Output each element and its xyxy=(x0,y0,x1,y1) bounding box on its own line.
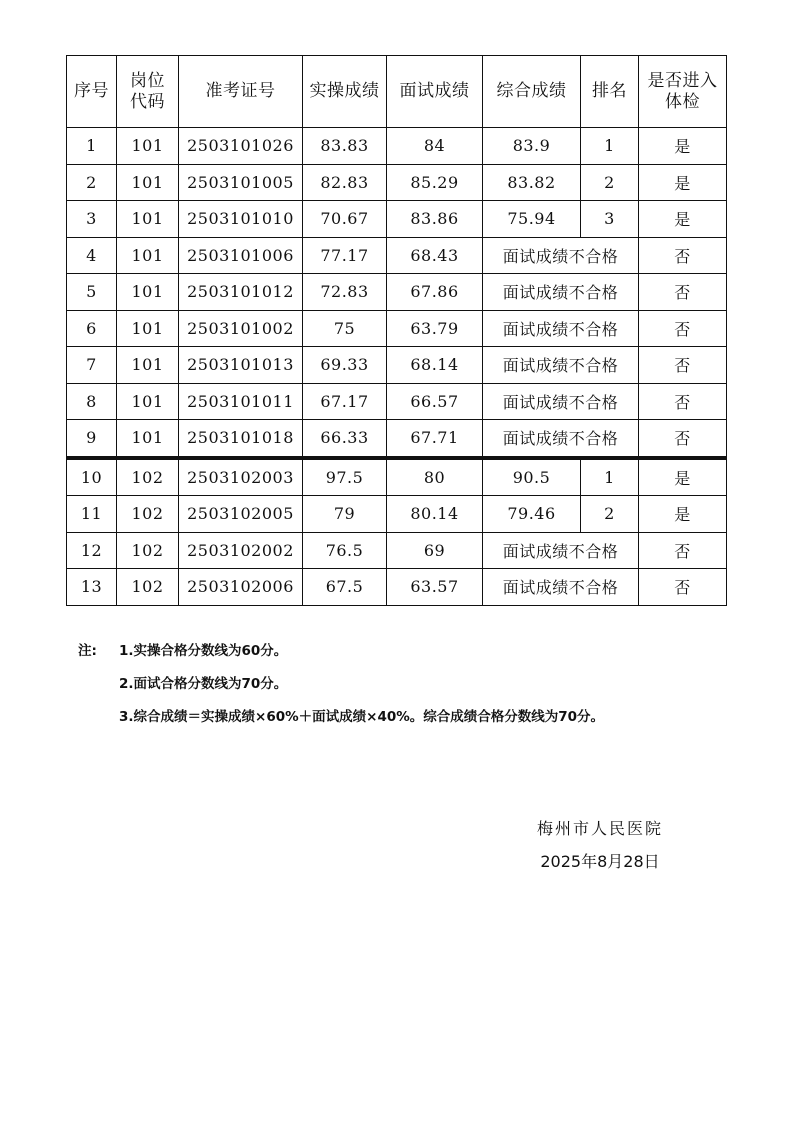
cell-practical: 66.33 xyxy=(303,420,387,458)
cell-interview: 66.57 xyxy=(387,383,483,420)
header-ticket-no: 准考证号 xyxy=(179,56,303,128)
cell-practical: 79 xyxy=(303,496,387,533)
cell-serial: 11 xyxy=(67,496,117,533)
note-line xyxy=(78,706,728,739)
table-row xyxy=(67,237,727,274)
cell-serial: 3 xyxy=(67,201,117,238)
cell-physical-exam: 是 xyxy=(639,201,727,238)
cell-interview: 67.86 xyxy=(387,274,483,311)
cell-serial: 2 xyxy=(67,164,117,201)
table-row xyxy=(67,347,727,384)
table-row xyxy=(67,201,727,238)
cell-post-code: 101 xyxy=(117,420,179,458)
cell-rank: 1 xyxy=(581,458,639,496)
cell-practical: 70.67 xyxy=(303,201,387,238)
cell-physical-exam: 否 xyxy=(639,274,727,311)
cell-rank: 3 xyxy=(581,201,639,238)
cell-physical-exam: 否 xyxy=(639,383,727,420)
header-composite: 综合成绩 xyxy=(483,56,581,128)
cell-composite-fail: 面试成绩不合格 xyxy=(483,237,639,274)
signature-date: 2025年8月28日 xyxy=(540,852,660,871)
cell-physical-exam: 否 xyxy=(639,569,727,606)
notes-section xyxy=(78,640,728,739)
cell-practical: 75 xyxy=(303,310,387,347)
cell-interview: 84 xyxy=(387,128,483,165)
cell-physical-exam: 否 xyxy=(639,310,727,347)
score-table xyxy=(66,55,727,606)
cell-composite: 79.46 xyxy=(483,496,581,533)
cell-ticket-no: 2503101010 xyxy=(179,201,303,238)
header-physical-exam-text: 是否进入体检 xyxy=(647,70,718,112)
cell-serial: 12 xyxy=(67,532,117,569)
cell-practical: 69.33 xyxy=(303,347,387,384)
table-row xyxy=(67,164,727,201)
table-row xyxy=(67,128,727,165)
cell-interview: 85.29 xyxy=(387,164,483,201)
header-interview: 面试成绩 xyxy=(387,56,483,128)
cell-composite-fail: 面试成绩不合格 xyxy=(483,274,639,311)
cell-physical-exam: 是 xyxy=(639,458,727,496)
cell-practical: 97.5 xyxy=(303,458,387,496)
note-composite-formula: 3.综合成绩＝实操成绩×60%＋面试成绩×40%。综合成绩合格分数线为70分。 xyxy=(119,709,605,725)
cell-interview: 68.14 xyxy=(387,347,483,384)
cell-interview: 67.71 xyxy=(387,420,483,458)
cell-post-code: 102 xyxy=(117,532,179,569)
cell-physical-exam: 否 xyxy=(639,347,727,384)
cell-interview: 68.43 xyxy=(387,237,483,274)
cell-ticket-no: 2503101002 xyxy=(179,310,303,347)
cell-serial: 6 xyxy=(67,310,117,347)
cell-composite-fail: 面试成绩不合格 xyxy=(483,347,639,384)
cell-ticket-no: 2503101026 xyxy=(179,128,303,165)
cell-composite-fail: 面试成绩不合格 xyxy=(483,310,639,347)
note-line xyxy=(78,673,728,706)
cell-rank: 1 xyxy=(581,128,639,165)
note-interview-threshold: 2.面试合格分数线为70分。 xyxy=(119,676,288,692)
cell-serial: 4 xyxy=(67,237,117,274)
cell-post-code: 102 xyxy=(117,496,179,533)
cell-ticket-no: 2503101006 xyxy=(179,237,303,274)
cell-composite: 83.82 xyxy=(483,164,581,201)
cell-practical: 67.17 xyxy=(303,383,387,420)
table-row xyxy=(67,310,727,347)
cell-post-code: 101 xyxy=(117,347,179,384)
cell-post-code: 102 xyxy=(117,569,179,606)
table-row xyxy=(67,383,727,420)
cell-ticket-no: 2503102003 xyxy=(179,458,303,496)
table-row xyxy=(67,458,727,496)
cell-interview: 80.14 xyxy=(387,496,483,533)
table-header-row xyxy=(67,56,727,128)
note-line xyxy=(78,640,728,673)
cell-interview: 69 xyxy=(387,532,483,569)
cell-ticket-no: 2503101011 xyxy=(179,383,303,420)
cell-ticket-no: 2503102002 xyxy=(179,532,303,569)
cell-physical-exam: 否 xyxy=(639,420,727,458)
cell-post-code: 101 xyxy=(117,383,179,420)
cell-practical: 82.83 xyxy=(303,164,387,201)
cell-composite: 90.5 xyxy=(483,458,581,496)
cell-composite: 83.9 xyxy=(483,128,581,165)
header-practical: 实操成绩 xyxy=(303,56,387,128)
cell-ticket-no: 2503101018 xyxy=(179,420,303,458)
cell-practical: 76.5 xyxy=(303,532,387,569)
cell-composite: 75.94 xyxy=(483,201,581,238)
cell-practical: 67.5 xyxy=(303,569,387,606)
cell-post-code: 101 xyxy=(117,274,179,311)
cell-composite-fail: 面试成绩不合格 xyxy=(483,569,639,606)
cell-post-code: 101 xyxy=(117,310,179,347)
cell-composite-fail: 面试成绩不合格 xyxy=(483,420,639,458)
cell-physical-exam: 否 xyxy=(639,237,727,274)
cell-serial: 8 xyxy=(67,383,117,420)
table-row xyxy=(67,532,727,569)
cell-rank: 2 xyxy=(581,496,639,533)
cell-ticket-no: 2503102006 xyxy=(179,569,303,606)
cell-interview: 80 xyxy=(387,458,483,496)
cell-ticket-no: 2503101005 xyxy=(179,164,303,201)
cell-post-code: 101 xyxy=(117,201,179,238)
header-post-code xyxy=(117,56,179,128)
cell-physical-exam: 是 xyxy=(639,496,727,533)
header-serial: 序号 xyxy=(67,56,117,128)
cell-ticket-no: 2503101013 xyxy=(179,347,303,384)
cell-serial: 10 xyxy=(67,458,117,496)
cell-post-code: 102 xyxy=(117,458,179,496)
table-row xyxy=(67,496,727,533)
cell-physical-exam: 否 xyxy=(639,532,727,569)
cell-rank: 2 xyxy=(581,164,639,201)
table-row xyxy=(67,420,727,458)
table-row xyxy=(67,274,727,311)
cell-composite-fail: 面试成绩不合格 xyxy=(483,532,639,569)
cell-serial: 9 xyxy=(67,420,117,458)
cell-interview: 63.79 xyxy=(387,310,483,347)
cell-serial: 7 xyxy=(67,347,117,384)
cell-serial: 5 xyxy=(67,274,117,311)
cell-serial: 13 xyxy=(67,569,117,606)
cell-practical: 83.83 xyxy=(303,128,387,165)
table-row xyxy=(67,569,727,606)
signature-block xyxy=(520,815,680,875)
cell-post-code: 101 xyxy=(117,237,179,274)
cell-composite-fail: 面试成绩不合格 xyxy=(483,383,639,420)
cell-interview: 63.57 xyxy=(387,569,483,606)
signature-organization: 梅州市人民医院 xyxy=(536,819,663,838)
note-practical-threshold: 1.实操合格分数线为60分。 xyxy=(119,643,288,659)
header-post-code-text: 岗位代码 xyxy=(129,70,165,112)
cell-ticket-no: 2503101012 xyxy=(179,274,303,311)
header-physical-exam xyxy=(639,56,727,128)
cell-serial: 1 xyxy=(67,128,117,165)
cell-post-code: 101 xyxy=(117,164,179,201)
cell-interview: 83.86 xyxy=(387,201,483,238)
cell-ticket-no: 2503102005 xyxy=(179,496,303,533)
notes-prefix: 注: xyxy=(78,643,97,659)
cell-physical-exam: 是 xyxy=(639,128,727,165)
cell-post-code: 101 xyxy=(117,128,179,165)
header-rank: 排名 xyxy=(581,56,639,128)
cell-practical: 72.83 xyxy=(303,274,387,311)
cell-physical-exam: 是 xyxy=(639,164,727,201)
cell-practical: 77.17 xyxy=(303,237,387,274)
